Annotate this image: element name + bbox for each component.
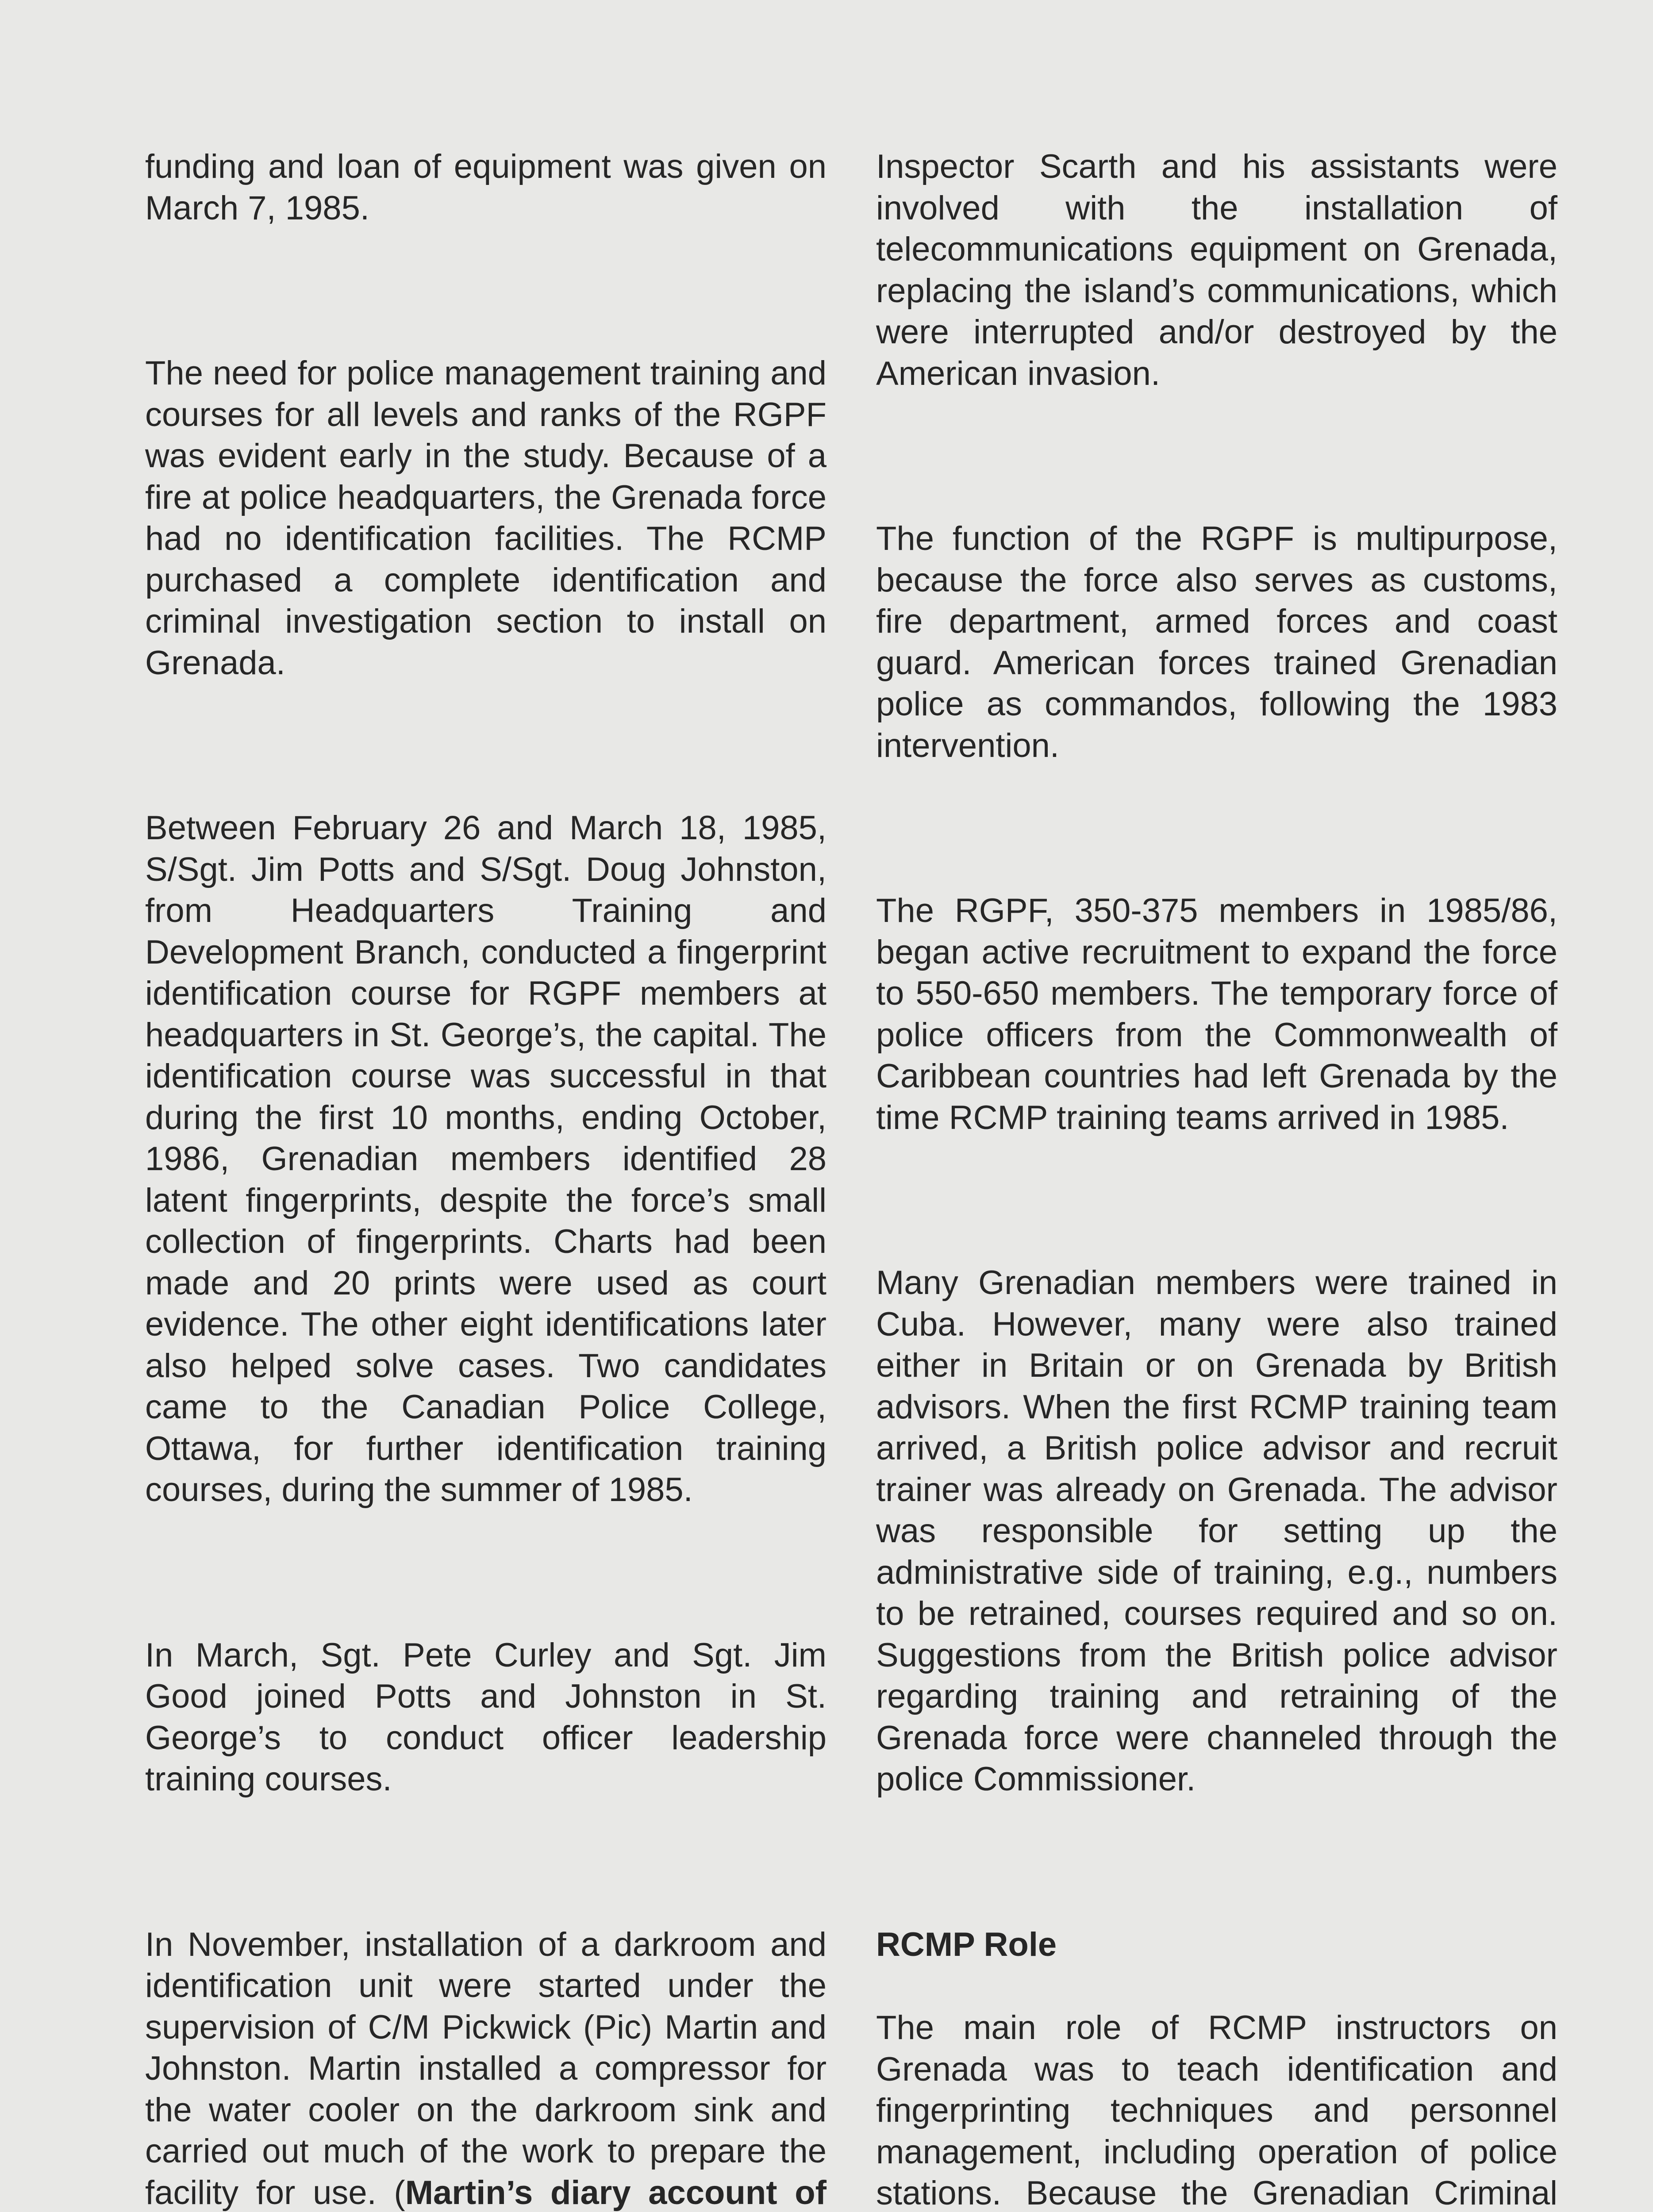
- editor-note: Martin’s diary account of: [405, 2174, 826, 2212]
- paragraph-text: In November, installation of a darkroom and identification unit were started under the supervision of C/M Pickwick (Pic) Martin and Johnston. Martin installed a compressor for the water cooler on the darkroom sink and carried out much of the work to prepare the facility for use. (: [145, 1925, 826, 2212]
- left-column: [145, 146, 826, 2212]
- paragraph: [145, 1924, 826, 2212]
- paragraph: The function of the RGPF is multipurpose, because the force also serves as customs, fire department, armed forces and coast guard. American forces trained Grenadian police as commandos, following the 1983 intervention.: [876, 520, 1557, 764]
- section-heading: RCMP Role: [876, 1925, 1057, 1963]
- paragraph: The RGPF, 350-375 members in 1985/86, began active recruitment to expand the force to 550-650 members. The temporary force of police officers from the Commonwealth of Caribbean countries had left Grenada by the time RCMP training teams arrived in 1985.: [876, 892, 1557, 1137]
- right-column: [876, 146, 1557, 2212]
- paragraph: In March, Sgt. Pete Curley and Sgt. Jim Good joined Potts and Johnston in St. George’s to conduct officer leadership training courses.: [145, 1636, 826, 1798]
- paragraph: Many Grenadian members were trained in Cuba. However, many were also trained either in Britain or on Grenada by British advisors. When the first RCMP training team arrived, a British police advisor and recruit trainer was already on Grenada. The advisor was responsible for setting up the administrative side of training, e.g., numbers to be retrained, courses required and so on. Suggestions from the British police advisor regarding training and retraining of the Grenada force were channeled through the police Commissioner.: [876, 1264, 1557, 1798]
- paragraph: The main role of RCMP instructors on Grenada was to teach identification and fingerprinting techniques and personnel management, including operation of police stations. Because the Grenadian Criminal: [876, 2009, 1557, 2212]
- paragraph: The need for police management training and courses for all levels and ranks of the RGPF was evident early in the study. Because of a fire at police headquarters, the Grenada force had no identification facilities. The RCMP purchased a complete identification and criminal investigation section to install on Grenada.: [145, 354, 826, 682]
- paragraph: Inspector Scarth and his assistants were involved with the installation of telecommunications equipment on Grenada, replacing the island’s communications, which were interrupted and/or destroyed by the American invasion.: [876, 148, 1557, 392]
- paragraph: Between February 26 and March 18, 1985, S/Sgt. Jim Potts and S/Sgt. Doug Johnston, from Headquarters Training and Development Branch, conducted a fingerprint identification course for RGPF members at headquarters in St. George’s, the capital. The identification course was successful in that during the first 10 months, ending October, 1986, Grenadian members identified 28 latent fingerprints, despite the force’s small collection of fingerprints. Charts had been made and 20 prints were used as court evidence. The other eight identifications later also helped solve cases. Two candidates came to the Canadian Police College, Ottawa, for further identification training courses, during the summer of 1985.: [145, 809, 826, 1509]
- paragraph: funding and loan of equipment was given on March 7, 1985.: [145, 148, 826, 227]
